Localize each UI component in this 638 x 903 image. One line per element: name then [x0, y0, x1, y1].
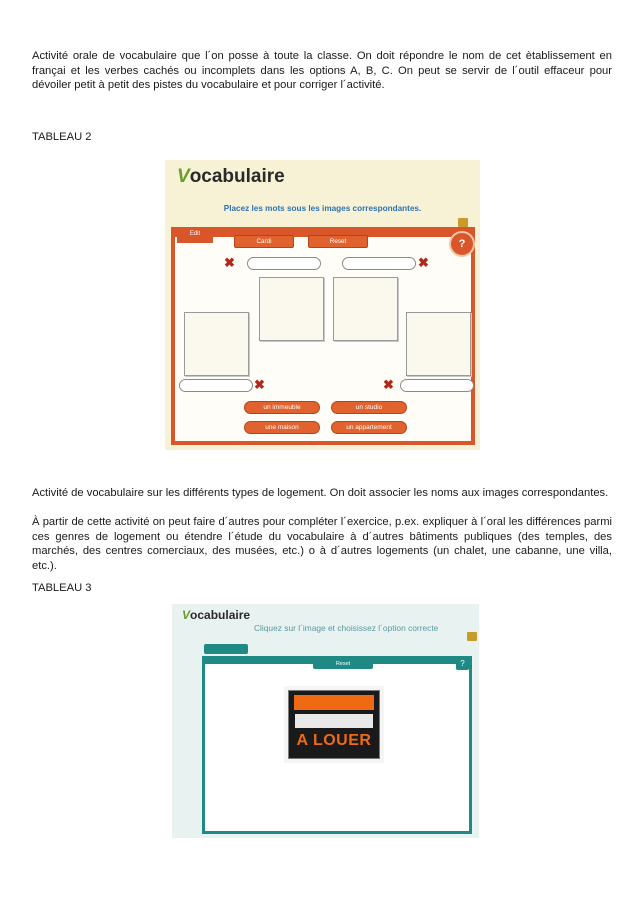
word-choice[interactable]: un immeuble: [244, 401, 320, 414]
help-icon[interactable]: ?: [456, 657, 469, 670]
image-frame-4[interactable]: [406, 312, 471, 376]
wrong-x-icon: ✖: [254, 377, 265, 392]
drop-slot-2[interactable]: [342, 257, 416, 270]
lock-icon: [458, 218, 468, 227]
drop-slot-1[interactable]: [247, 257, 321, 270]
a-louer-sign-image[interactable]: [288, 690, 380, 759]
orange-band: [294, 695, 374, 710]
instruction-text: Placez les mots sous les images correspondantes.: [223, 204, 422, 213]
intro-paragraph: Activité orale de vocabulaire que l´on posse à toute la classe. On doit répondre le nom de cet ètablissement en françai et les verbes cachés ou incomplets dans les options A, B, C. On peut se servir de l´outil effaceur pour dévoiler petit à petit des pistes du vocabulaire et pour corriger l´activité.: [32, 50, 612, 92]
edit-tab[interactable]: [204, 644, 248, 654]
drop-slot-4[interactable]: [400, 379, 474, 392]
vocabulaire-logo: Vocabulaire: [177, 166, 285, 187]
wrong-x-icon: ✖: [224, 255, 235, 270]
reset-button[interactable]: Reset: [308, 235, 368, 248]
edit-tab[interactable]: Edit: [177, 229, 213, 243]
tableau-2-extension: À partir de cette activité on peut faire d´autres pour compléter l´exercice, p.ex. expliquer à l´oral les différences parmi ces genres de logement ou étendre l´étude du vocabulaire à d´autres bâtiments publiques (des temples, des marchés, des centres comerciaux, des musées, etc.) o à d´autres logements (un chalet, une cabanne, une villa, etc.).: [32, 516, 612, 572]
drop-slot-3[interactable]: [179, 379, 253, 392]
help-icon[interactable]: ?: [449, 231, 475, 257]
activity-board: [171, 227, 475, 445]
tableau-2-description: Activité de vocabulaire sur les différents types de logement. On doit associer les noms aux images correspondantes.: [32, 487, 609, 499]
wrong-x-icon: ✖: [383, 377, 394, 392]
tableau-3-screenshot: [172, 604, 479, 838]
image-frame-3[interactable]: [184, 312, 249, 376]
image-frame-1[interactable]: [259, 277, 324, 341]
instruction-text: Cliquez sur l´image et choisissez l´option correcte: [254, 623, 439, 633]
sign-text: A LOUER: [296, 732, 372, 749]
reset-button[interactable]: Reset: [313, 659, 373, 669]
tableau-3-heading: TABLEAU 3: [32, 582, 92, 594]
card-button[interactable]: Cardi: [234, 235, 294, 248]
tableau-2-screenshot: [165, 160, 480, 450]
image-frame-2[interactable]: [333, 277, 398, 341]
wrong-x-icon: ✖: [418, 255, 429, 270]
vocabulaire-logo: Vocabulaire: [182, 608, 251, 622]
tableau-2-heading: TABLEAU 2: [32, 131, 92, 143]
word-choice[interactable]: une maison: [244, 421, 320, 434]
lock-icon: [467, 632, 477, 641]
word-choice[interactable]: un studio: [331, 401, 407, 414]
word-choice[interactable]: un appartement: [331, 421, 407, 434]
white-band: [295, 714, 373, 728]
